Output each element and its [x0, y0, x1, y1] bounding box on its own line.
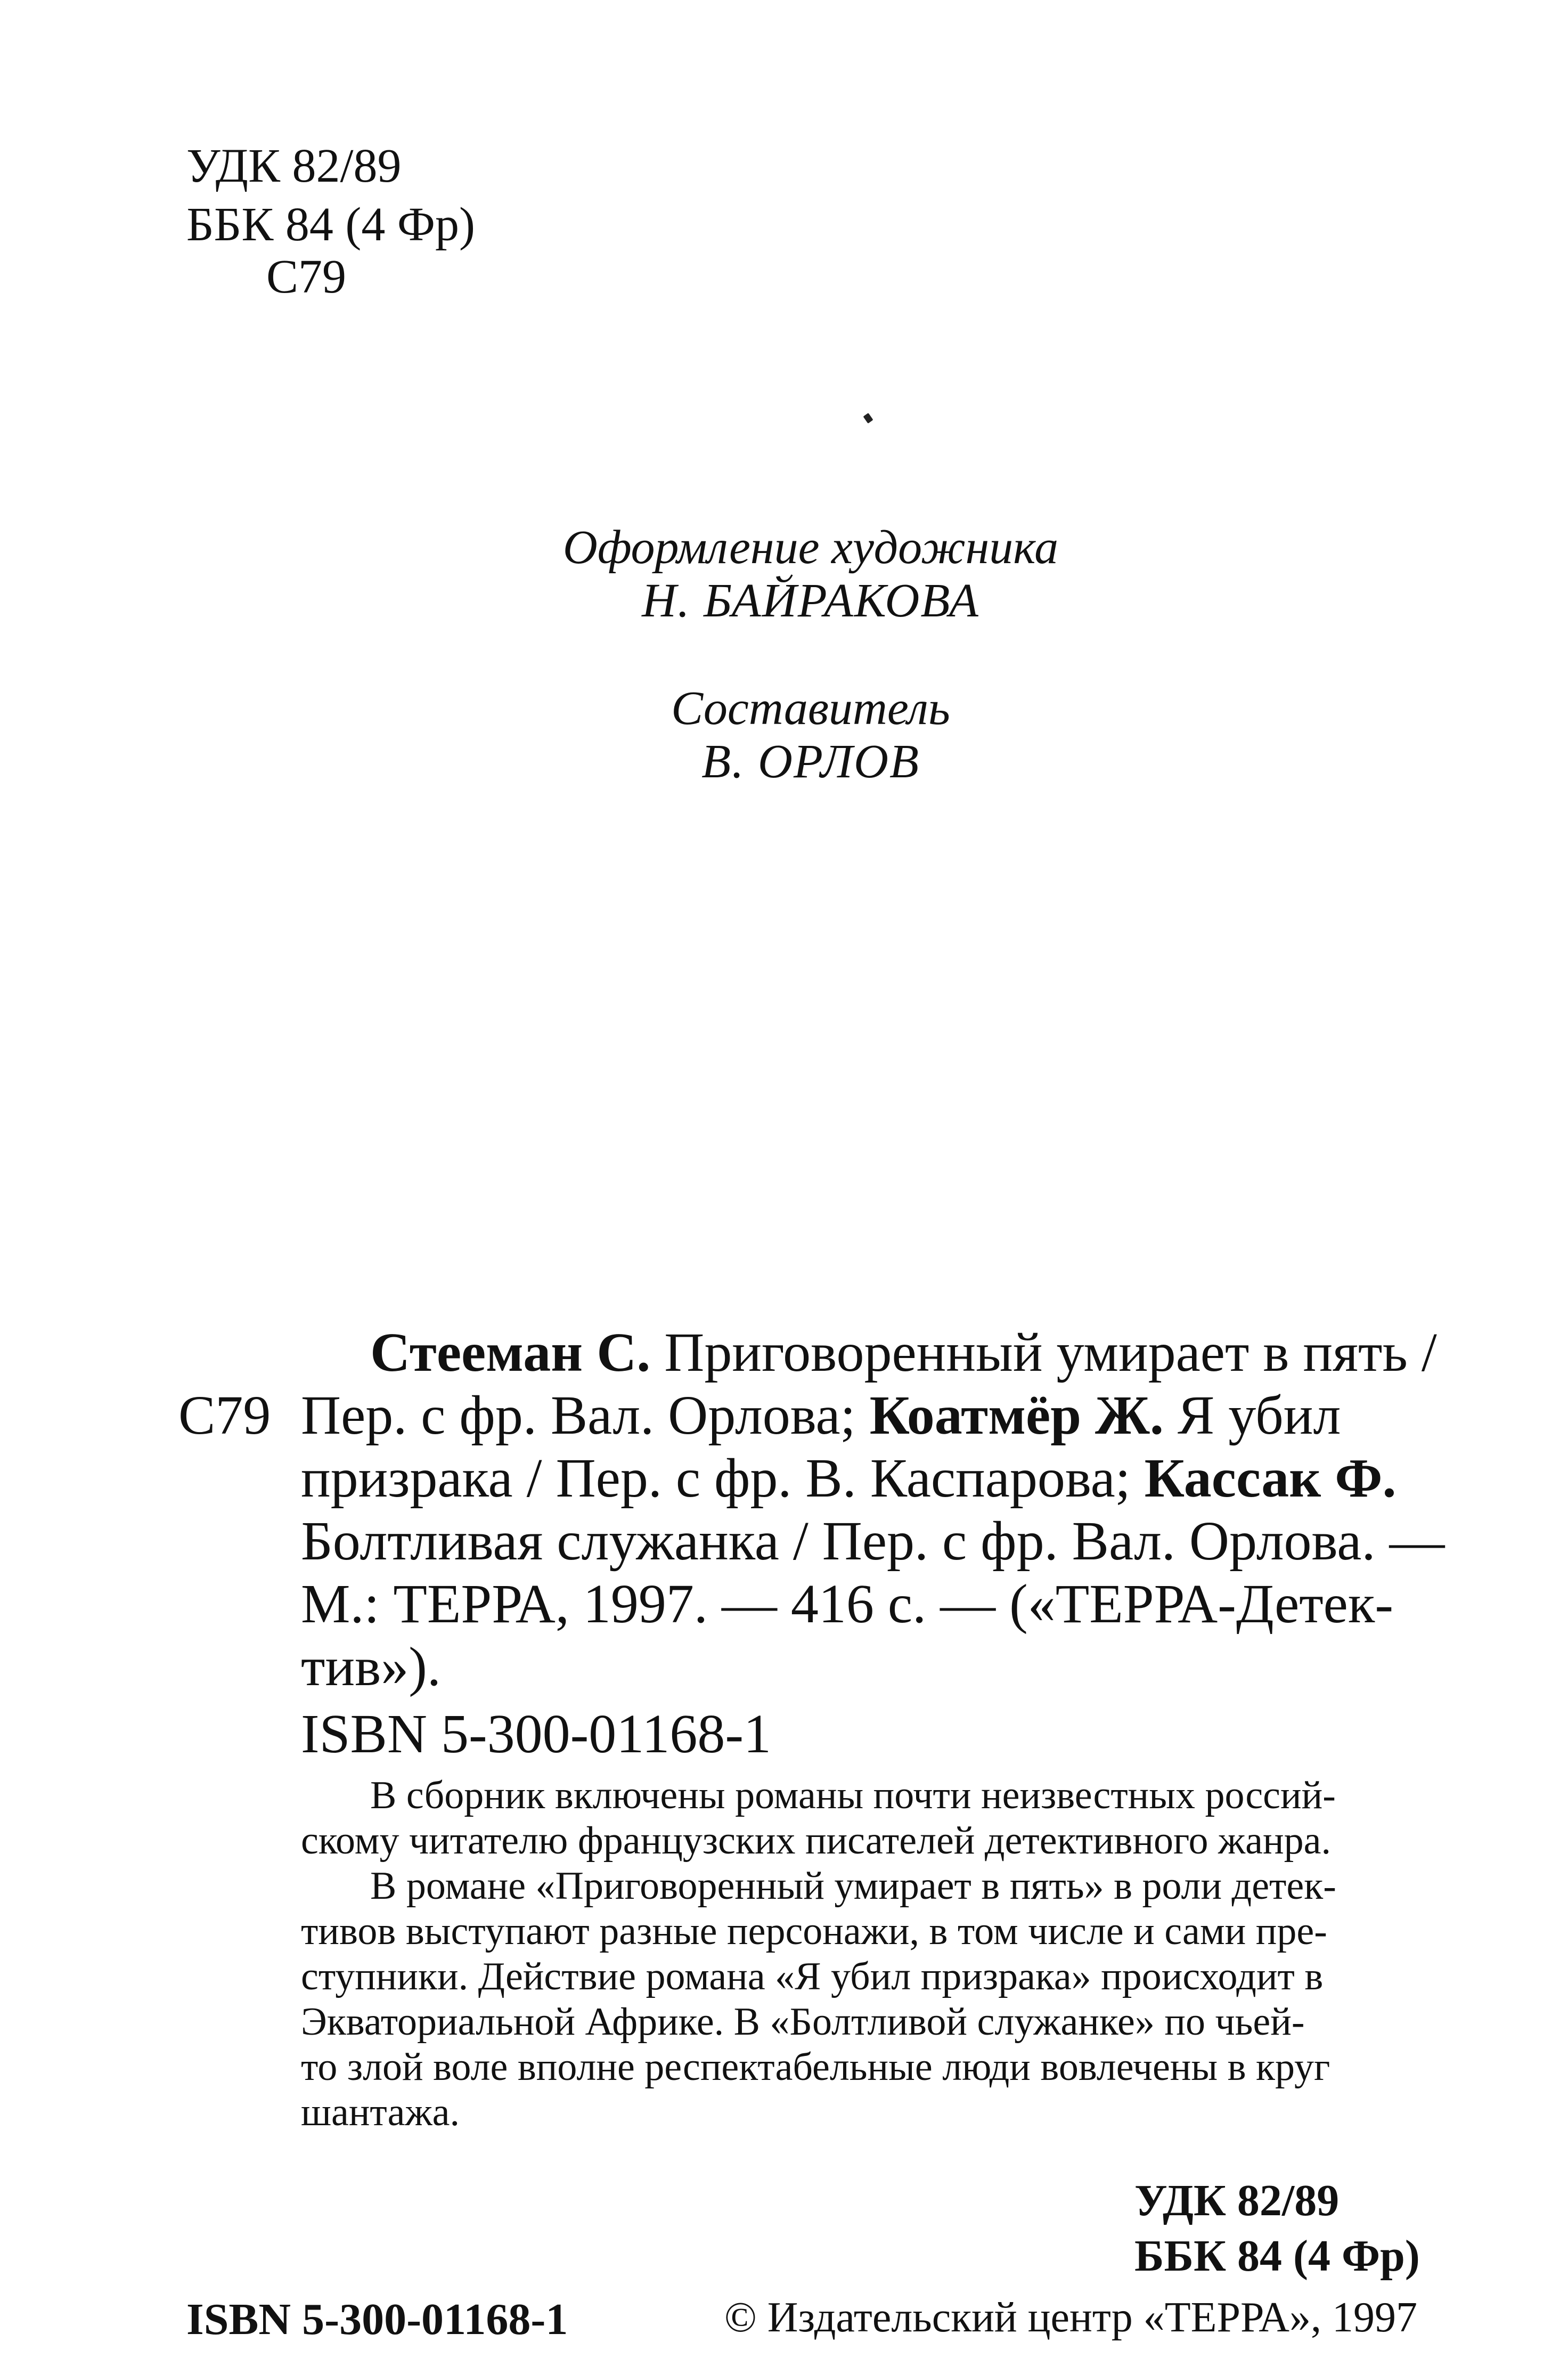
- footer-udk: УДК 82/89: [1134, 2176, 1340, 2225]
- record-line-6: тив»).: [301, 1636, 441, 1697]
- compiler-label: Составитель: [671, 682, 950, 735]
- design-credit: [27, 521, 1568, 628]
- annotation-line: ступники. Действие романа «Я убил призрака» происходит в: [301, 1955, 1324, 1998]
- design-label: Оформление художника: [562, 521, 1059, 574]
- design-name: Н. БАЙРАКОВА: [642, 574, 979, 627]
- bbk-code: ББК 84 (4 Фр): [186, 198, 475, 251]
- author-1: Стееман С.: [370, 1322, 651, 1383]
- record-line-3: призрака / Пер. с фр. В. Каспарова; Кассак Ф.: [301, 1448, 1396, 1509]
- annotation-line: Экваториальной Африке. В «Болтливой служанке» по чьей-: [301, 2000, 1305, 2044]
- annotation-line: то злой воле вполне респектабельные люди вовлечены в круг: [301, 2045, 1330, 2089]
- annotation-line: скому читателю французских писателей детективного жанра.: [301, 1819, 1331, 1863]
- record-line-1: Стееман С. Приговоренный умирает в пять /: [370, 1322, 1437, 1383]
- udk-code: УДК 82/89: [186, 140, 402, 192]
- record-code: С79: [178, 1385, 271, 1446]
- record-line-4: Болтливая служанка / Пер. с фр. Вал. Орлова. —: [301, 1510, 1445, 1572]
- record-isbn: ISBN 5-300-01168-1: [301, 1703, 771, 1765]
- compiler-name: В. ОРЛОВ: [701, 735, 920, 788]
- print-speck: [863, 413, 873, 424]
- author-3: Кассак Ф.: [1144, 1448, 1396, 1509]
- footer-bbk: ББК 84 (4 Фр): [1134, 2231, 1420, 2281]
- annotation-line: шантажа.: [301, 2091, 460, 2134]
- footer-isbn: ISBN 5-300-01168-1: [186, 2295, 568, 2344]
- author-mark: С79: [266, 250, 347, 303]
- annotation-line: В романе «Приговоренный умирает в пять» в роли детек-: [370, 1864, 1336, 1908]
- author-2: Коатмёр Ж.: [869, 1385, 1164, 1446]
- annotation-line: тивов выступают разные персонажи, в том числе и сами пре-: [301, 1909, 1327, 1953]
- compiler-credit: [27, 682, 1568, 788]
- record-line-5: М.: ТЕРРА, 1997. — 416 с. — («ТЕРРА-Детек-: [301, 1573, 1394, 1635]
- copyright: © Издательский центр «ТЕРРА», 1997: [724, 2294, 1418, 2341]
- record-line-2: Пер. с фр. Вал. Орлова; Коатмёр Ж. Я убил: [301, 1385, 1341, 1446]
- annotation-line: В сборник включены романы почти неизвестных россий-: [370, 1774, 1336, 1817]
